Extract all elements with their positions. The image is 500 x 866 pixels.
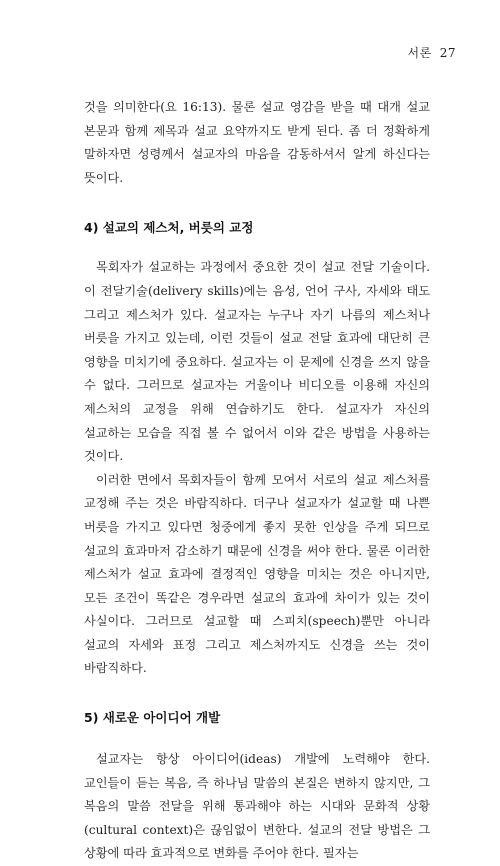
- header-section-title: 서론: [407, 46, 432, 60]
- running-header: [408, 44, 456, 61]
- page-body: [84, 96, 430, 866]
- paragraph-intro: 것을 의미한다(요 16:13). 물론 설교 영감을 받을 때 대개 설교 본문과 함께 제목과 설교 요약까지도 받게 된다. 좀 더 정확하게 말하자면 성령께서 설교자의 마음을 감동하셔서 알게 하신다는 뜻이다.: [84, 100, 430, 185]
- section-heading-gesture: 4) 설교의 제스처, 버릇의 교정: [84, 220, 254, 236]
- paragraph-idea-development: 설교자는 항상 아이디어(ideas) 개발에 노력해야 한다. 교인들이 듣는 복음, 즉 하나님 말씀의 본질은 변하지 않지만, 그 복음의 말씀 전달을 위해 통과해야 하는 시대와 문화적 상황(cultural context)은 끊임없이 변한다. 설교의 전달 방법은 그 상황에 따라 효과적으로 변화를 주어야 한다. 필자는: [84, 752, 430, 861]
- paragraph-delivery-skills: 목회자가 설교하는 과정에서 중요한 것이 설교 전달 기술이다. 이 전달기술(delivery skills)에는 음성, 언어 구사, 자세와 태도 그리고 제스처가 있다. 설교자는 누구나 자기 나름의 제스처나 버릇을 가지고 있는데, 이런 것들이 설교 전달 효과에 대단히 큰 영향을 미치기에 중요하다. 설교자는 이 문제에 신경을 쓰지 않을 수 없다. 그러므로 설교자는 거울이나 비디오를 이용해 자신의 제스처의 교정을 위해 연습하기도 한다. 설교자가 자신의 설교하는 모습을 직접 볼 수 없어서 이와 같은 방법을 사용하는 것이다.: [84, 260, 430, 464]
- page-number: 27: [439, 46, 456, 60]
- paragraph-gesture-correction: 이러한 면에서 목회자들이 함께 모여서 서로의 설교 제스처를 교정해 주는 것은 바람직하다. 더구나 설교자가 설교할 때 나쁜 버릇을 가지고 있다면 청중에게 좋지 못한 인상을 주게 되므로 설교의 효과마저 감소하기 때문에 신경을 써야 한다. 물론 이러한 제스처가 설교 효과에 결정적인 영향을 미치는 것은 아니지만, 모든 조건이 똑같은 경우라면 설교의 효과에 차이가 있는 것이 사실이다. 그러므로 설교할 때 스피치(speech)뿐만 아니라 설교의 자세와 표정 그리고 제스처까지도 신경을 쓰는 것이 바람직하다.: [84, 472, 430, 676]
- section-heading-new-ideas: 5) 새로운 아이디어 개발: [84, 710, 221, 726]
